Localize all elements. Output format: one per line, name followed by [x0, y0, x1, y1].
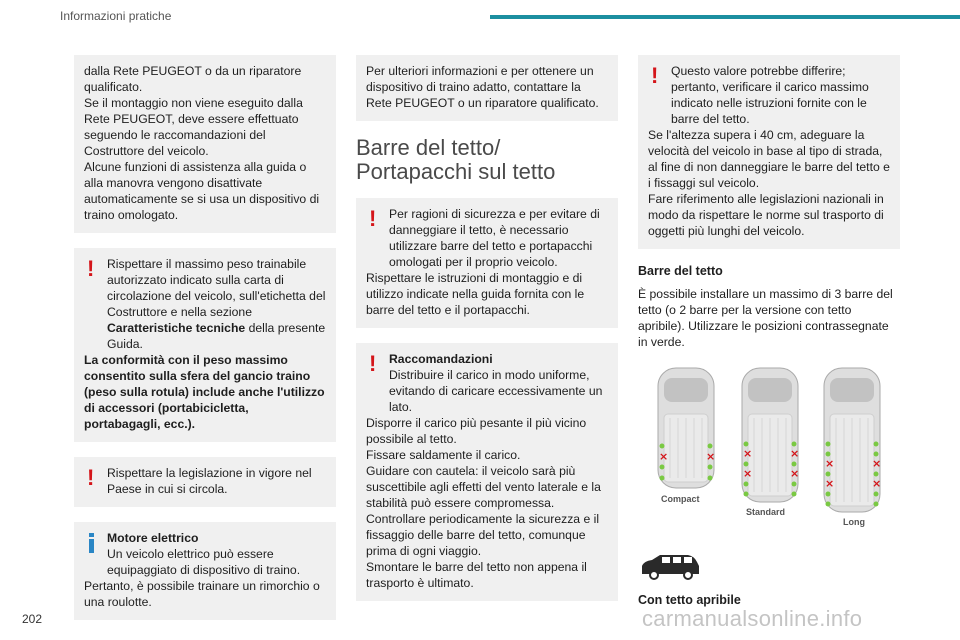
allowed-position-marker [708, 444, 713, 449]
van-long [824, 368, 881, 512]
allowed-position-marker [792, 442, 797, 447]
van-label-compact: Compact [661, 494, 700, 504]
allowed-position-marker [744, 482, 749, 487]
forbidden-position-marker: × [790, 447, 800, 460]
warning-box-recommendations [356, 343, 618, 601]
warning-text: Se l'altezza supera i 40 cm, adeguare la velocità del veicolo in base al tipo di strada, al fine di non danneggiare le barre del tetto e i fissaggi sul veicolo. [648, 128, 890, 190]
warning-text: Per ragioni di sicurezza e per evitare di danneggiare il tetto, è necessario utilizzare barre del tetto e portapacchi omologati per il proprio veicolo. [389, 207, 600, 269]
warning-icon: ! [87, 256, 95, 281]
info-icon [89, 533, 95, 553]
roof-bar-positions-diagram [638, 364, 900, 534]
section-title: Barre del tetto/ Portapacchi sul tetto [356, 135, 556, 184]
allowed-position-marker [826, 452, 831, 457]
warning-box-roof-safety [356, 198, 618, 328]
sunroof-label: Con tetto apribile [638, 593, 741, 607]
warning-icon: ! [651, 63, 659, 88]
roof-bars-paragraph: È possibile installare un massimo di 3 barre del tetto (o 2 barre per la versione con tetto apribile). Utilizzare le posizioni contrassegnate in verde. [638, 287, 893, 349]
allowed-position-marker [826, 472, 831, 477]
allowed-position-marker [874, 502, 879, 507]
warning-text: Fare riferimento alle legislazioni nazionali in modo da rispettare le norme sul trasporto di oggetti più lunghi del veicolo. [648, 192, 884, 238]
recommendation-line: Disporre il carico più pesante il più vicino possibile al tetto. [366, 416, 587, 446]
towing-info-box [74, 55, 336, 233]
allowed-position-marker [874, 442, 879, 447]
warning-link-text: Caratteristiche tecniche [107, 321, 246, 335]
van-standard [742, 368, 799, 502]
allowed-position-marker [744, 492, 749, 497]
recommendation-line: Guidare con cautela: il veicolo sarà più suscettibile agli effetti del vento laterale e la stabilità può essere compromessa. [366, 464, 601, 510]
allowed-position-marker [874, 492, 879, 497]
page-header-title: Informazioni pratiche [60, 9, 172, 23]
van-label-standard: Standard [746, 507, 786, 517]
forbidden-position-marker: × [872, 477, 882, 490]
allowed-position-marker [660, 444, 665, 449]
recommendation-line: Distribuire il carico in modo uniforme, evitando di caricare eccessivamente un lato. [389, 368, 603, 414]
allowed-position-marker [826, 502, 831, 507]
info-text: Pertanto, è possibile trainare un rimorchio o una roulotte. [84, 579, 320, 609]
box-line: dalla Rete PEUGEOT o da un riparatore qualificato. [84, 64, 302, 94]
sunroof-car-icon [638, 552, 900, 585]
allowed-position-marker [874, 472, 879, 477]
forbidden-position-marker: × [790, 467, 800, 480]
allowed-position-marker [792, 492, 797, 497]
allowed-position-marker [826, 442, 831, 447]
allowed-position-marker [660, 465, 665, 470]
column-2 [356, 55, 618, 616]
allowed-position-marker [708, 465, 713, 470]
recommendation-line: Smontare le barre del tetto non appena il trasporto è ultimato. [366, 560, 587, 590]
van-compact [658, 368, 715, 488]
warning-text: Rispettare il massimo peso trainabile autorizzato indicato sulla carta di circolazione del veicolo, sull'etichetta del Costruttore e nella sezione [107, 257, 326, 319]
forbidden-position-marker: × [659, 450, 669, 463]
roof-bars-subtitle: Barre del tetto [638, 264, 723, 278]
allowed-position-marker [744, 462, 749, 467]
allowed-position-marker [792, 482, 797, 487]
warning-text: Rispettare le istruzioni di montaggio e di utilizzo indicate nella guida fornita con le barre del tetto e il portapacchi. [366, 271, 585, 317]
warning-icon: ! [369, 206, 377, 231]
warning-box-load [638, 55, 900, 249]
warning-text: Questo valore potrebbe differire; pertanto, verificare il carico massimo indicato nelle istruzioni fornite con le barre del tetto. [671, 64, 869, 126]
warning-text: Rispettare la legislazione in vigore nel Paese in cui si circola. [107, 466, 312, 496]
towing-contact-box [356, 55, 618, 121]
warning-icon: ! [369, 351, 377, 376]
header-accent-bar [490, 15, 960, 19]
watermark: carmanualsonline.info [642, 606, 863, 631]
allowed-position-marker [744, 442, 749, 447]
forbidden-position-marker: × [743, 447, 753, 460]
page-number: 202 [22, 612, 43, 626]
box-text: Per ulteriori informazioni e per ottenere un dispositivo di traino adatto, contattare la Rete PEUGEOT o un riparatore qualificato. [366, 64, 599, 110]
forbidden-position-marker: × [706, 450, 716, 463]
warning-text: della presente Guida. [107, 321, 326, 351]
warning-box-legislation [74, 457, 336, 507]
forbidden-position-marker: × [872, 457, 882, 470]
warning-icon: ! [87, 465, 95, 490]
allowed-position-marker [874, 452, 879, 457]
box-line: Se il montaggio non viene eseguito dalla Rete PEUGEOT, deve essere effettuato seguendo le raccomandazioni del Costruttore del veicolo. [84, 96, 303, 158]
column-3 [638, 55, 900, 615]
allowed-position-marker [660, 476, 665, 481]
allowed-position-marker [792, 462, 797, 467]
van-label-long: Long [843, 517, 865, 527]
forbidden-position-marker: × [743, 467, 753, 480]
allowed-position-marker [708, 476, 713, 481]
box-line: Alcune funzioni di assistenza alla guida o alla manovra vengono disattivate automaticamente se si usa un dispositivo di traino omologato. [84, 160, 320, 222]
column-1 [74, 55, 336, 635]
info-text: Un veicolo elettrico può essere equipaggiato di dispositivo di traino. [107, 547, 301, 577]
warning-box-weight [74, 248, 336, 442]
allowed-position-marker [826, 492, 831, 497]
forbidden-position-marker: × [825, 457, 835, 470]
recommendation-line: Fissare saldamente il carico. [366, 448, 521, 462]
recommendation-line: Controllare periodicamente la sicurezza e il fissaggio delle barre del tetto, comunque prima di ogni viaggio. [366, 512, 600, 558]
forbidden-position-marker: × [825, 477, 835, 490]
info-title: Motore elettrico [107, 531, 199, 545]
info-box-electric [74, 522, 336, 620]
warning-bold-text: La conformità con il peso massimo consentito sulla sfera del gancio traino (peso sulla rotula) include anche l'utilizzo di accessori (portabicicletta, portabagagli, ecc.). [84, 353, 325, 431]
recommendations-title: Raccomandazioni [389, 352, 493, 366]
